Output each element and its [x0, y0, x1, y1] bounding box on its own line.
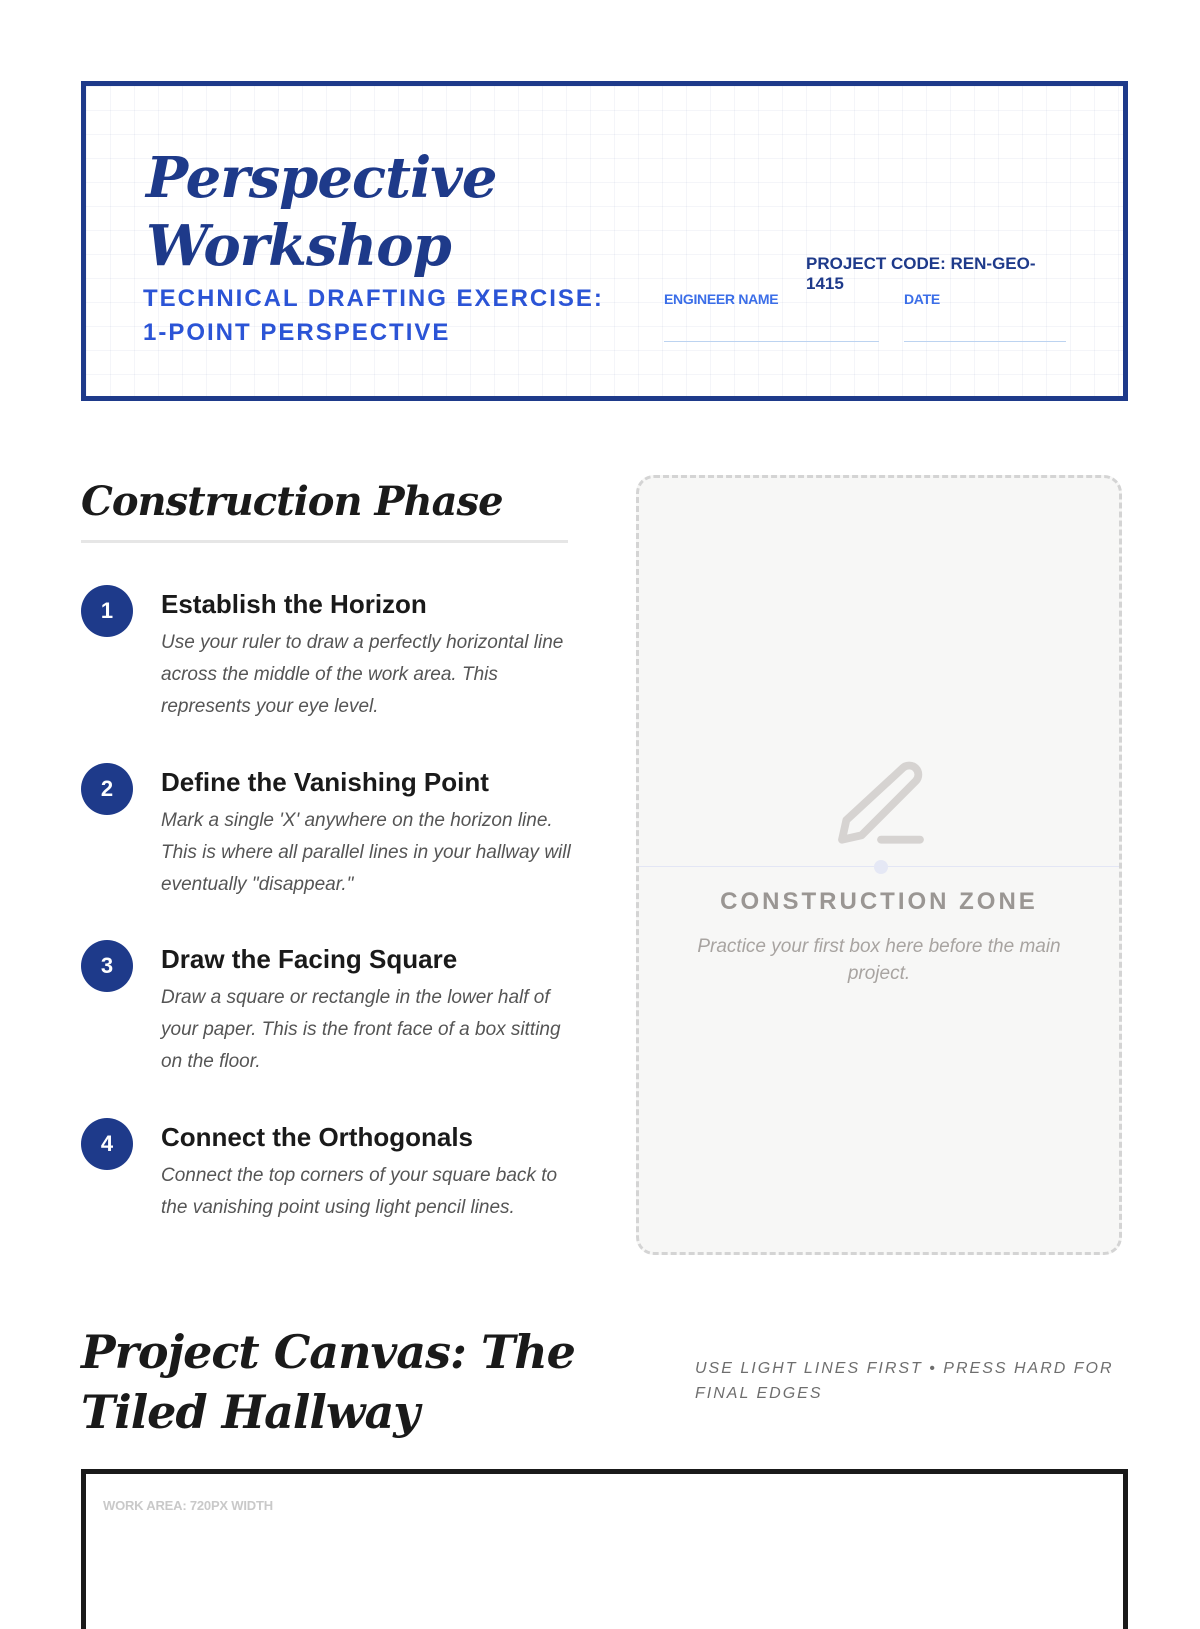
step-title: Draw the Facing Square	[161, 944, 458, 974]
pencil-icon	[829, 753, 933, 857]
page-title	[146, 144, 496, 280]
construction-zone[interactable]	[636, 475, 1122, 1255]
title-line-1: Perspective	[146, 145, 497, 211]
construction-zone-hint: Practice your first box here before the main project.	[697, 936, 1061, 984]
work-area-canvas[interactable]	[81, 1469, 1128, 1629]
step-number-badge: 2	[81, 763, 133, 815]
project-code: PROJECT CODE: REN-GEO-1415	[806, 254, 1036, 293]
work-area-label: WORK AREA: 720PX WIDTH	[103, 1498, 273, 1513]
zone-vanishing-point	[874, 860, 888, 874]
step-title: Connect the Orthogonals	[161, 1122, 473, 1152]
date-line	[904, 341, 1066, 342]
project-canvas-title: Project Canvas: The Tiled Hallway	[81, 1325, 575, 1439]
step-description: Use your ruler to draw a perfectly horizontal line across the middle of the work area. This represents your eye level.	[161, 632, 564, 717]
step-number-badge: 1	[81, 585, 133, 637]
date-field[interactable]	[904, 291, 1066, 342]
engineer-name-line	[664, 341, 879, 342]
section-divider	[81, 540, 568, 543]
engineer-name-field[interactable]	[664, 291, 879, 342]
page-subtitle: TECHNICAL DRAFTING EXERCISE: 1-POINT PERSPECTIVE	[143, 285, 604, 346]
construction-zone-label: CONSTRUCTION ZONE	[720, 888, 1038, 915]
construction-phase-title: Construction Phase	[81, 478, 503, 525]
canvas-instruction-note: USE LIGHT LINES FIRST • PRESS HARD FOR FINAL EDGES	[695, 1360, 1114, 1402]
date-label: DATE	[904, 291, 940, 307]
step-number-badge: 3	[81, 940, 133, 992]
step-description: Mark a single 'X' anywhere on the horizon line. This is where all parallel lines in your hallway will eventually "disappear."	[161, 810, 571, 895]
step-description: Draw a square or rectangle in the lower half of your paper. This is the front face of a box sitting on the floor.	[161, 987, 561, 1072]
step-title: Define the Vanishing Point	[161, 767, 489, 797]
step-number-badge: 4	[81, 1118, 133, 1170]
step-title: Establish the Horizon	[161, 589, 427, 619]
step-description: Connect the top corners of your square back to the vanishing point using light pencil lines.	[161, 1165, 558, 1218]
worksheet-header	[81, 81, 1128, 401]
engineer-name-label: ENGINEER NAME	[664, 291, 779, 307]
title-line-2: Workshop	[146, 213, 451, 279]
